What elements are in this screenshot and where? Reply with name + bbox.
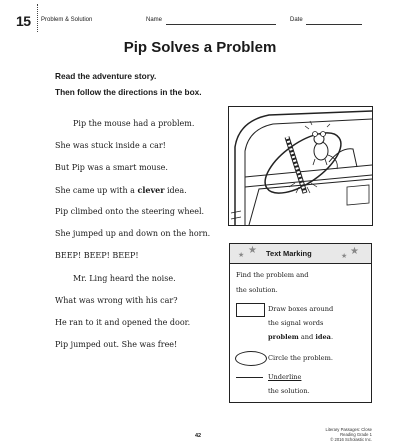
story-bold-word: clever	[137, 185, 165, 195]
date-field-line[interactable]	[306, 24, 362, 25]
story-line: But Pip was a smart mouse.	[55, 163, 168, 172]
text-marking-intro: the solution.	[236, 286, 278, 294]
period: .	[330, 333, 334, 341]
header-dotted-divider	[37, 4, 38, 32]
name-label: Name	[146, 17, 163, 23]
story-line: Pip the mouse had a problem.	[73, 119, 195, 128]
underline-instruction: the solution.	[268, 387, 310, 395]
signal-word: problem	[268, 333, 299, 341]
text-marking-intro: Find the problem and	[236, 271, 309, 279]
story-line: She jumped up and down on the horn.	[55, 229, 211, 238]
story-line: Pip climbed onto the steering wheel.	[55, 207, 205, 216]
story-line: What was wrong with his car?	[55, 296, 178, 305]
box-instruction: Draw boxes around	[268, 305, 334, 313]
story-line: BEEP! BEEP! BEEP!	[55, 251, 139, 260]
footer-copyright: © 2016 Scholastic Inc.	[330, 437, 372, 442]
star-icon: ★	[248, 245, 257, 256]
text-marking-box	[229, 243, 372, 403]
story-line	[55, 185, 187, 195]
box-instruction	[268, 333, 333, 341]
story-illustration	[228, 106, 373, 226]
story-line: He ran to it and opened the door.	[55, 318, 191, 327]
text-marking-header	[230, 244, 371, 264]
star-icon: ★	[341, 253, 348, 260]
circle-instruction: Circle the problem.	[268, 354, 333, 362]
star-icon: ★	[350, 246, 359, 257]
footer-page-number: 42	[195, 433, 202, 439]
car-interior-drawing	[229, 107, 372, 225]
star-icon: ★	[238, 252, 245, 259]
box-instruction: the signal words	[268, 319, 324, 327]
page-title: Pip Solves a Problem	[123, 39, 277, 56]
story-text: She came up with a	[55, 186, 138, 195]
instruction-line-1: Read the adventure story.	[55, 71, 157, 81]
story-line: She was stuck inside a car!	[55, 141, 166, 150]
underline-symbol	[236, 377, 263, 378]
story-line: Pip jumped out. She was free!	[55, 340, 178, 349]
circle-symbol	[235, 351, 267, 366]
text-marking-title: Text Marking	[266, 249, 312, 258]
name-field-line[interactable]	[166, 24, 276, 25]
header-topic: Problem & Solution	[41, 17, 93, 23]
footer-source	[312, 427, 372, 442]
story-line: Mr. Ling heard the noise.	[73, 274, 176, 283]
date-label: Date	[290, 17, 303, 23]
connector: and	[298, 333, 316, 341]
page-number-badge: 15	[16, 13, 31, 29]
box-symbol	[236, 303, 265, 317]
footer-source-title: Literary Passages: Close Reading Grade 1	[325, 427, 372, 437]
story-text: idea.	[164, 186, 187, 195]
underline-instruction: Underline	[268, 373, 302, 381]
instruction-line-2: Then follow the directions in the box.	[55, 87, 202, 97]
signal-word: idea	[315, 333, 331, 341]
